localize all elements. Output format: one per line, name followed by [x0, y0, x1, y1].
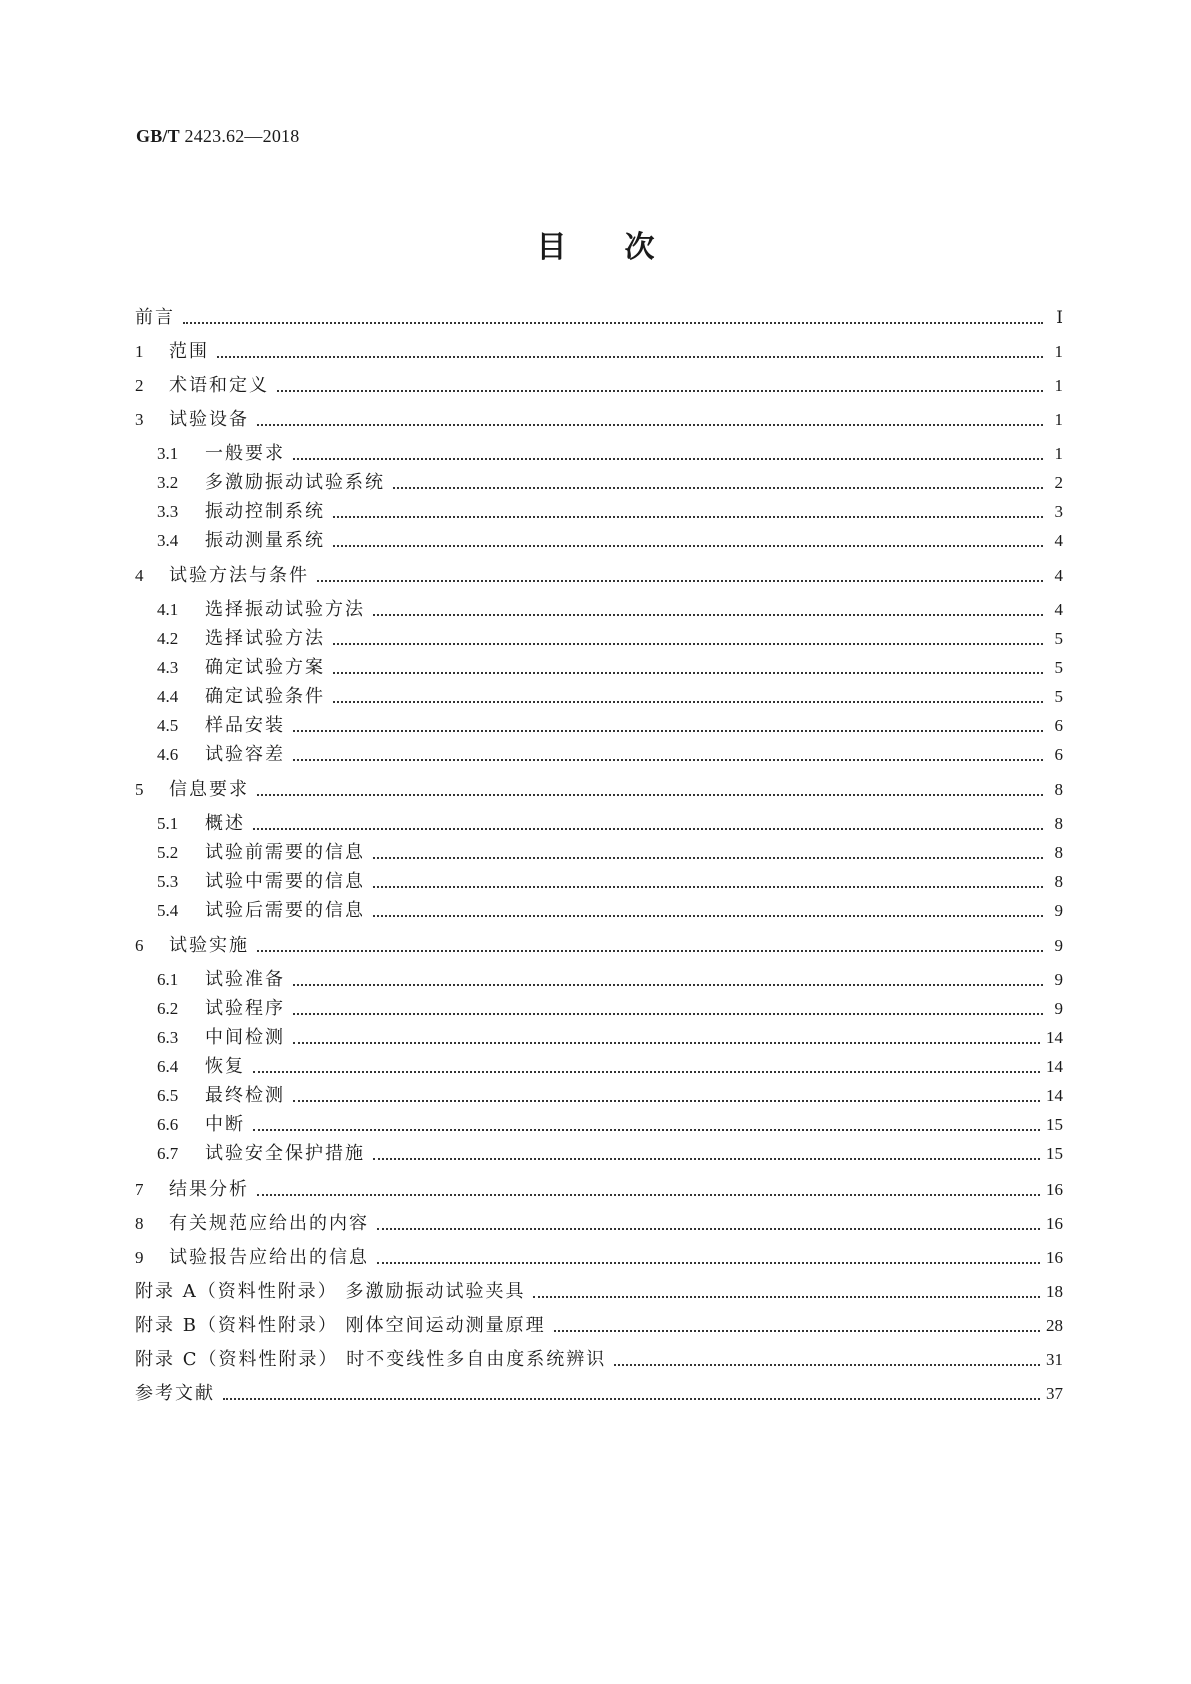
standard-prefix: GB/T — [136, 126, 180, 146]
toc-entry-page: 4 — [1054, 600, 1063, 619]
toc-entry-title: 试验中需要的信息 — [205, 871, 365, 892]
toc-entry-page: 6 — [1054, 745, 1063, 764]
toc-entry[interactable] — [157, 968, 1063, 992]
toc-entry-title: 最终检测 — [205, 1085, 285, 1106]
toc-entry-page: 37 — [1046, 1384, 1063, 1403]
dot-leader — [333, 643, 1043, 645]
toc-entry-number: 4.1 — [157, 600, 179, 619]
toc-entry-title: 确定试验方案 — [205, 657, 325, 678]
toc-entry[interactable] — [135, 934, 1063, 958]
toc-entry-title: 一般要求 — [205, 443, 285, 464]
toc-entry-number: 3.4 — [157, 531, 179, 550]
toc-entry-number: 6.4 — [157, 1057, 179, 1076]
toc-entry[interactable] — [135, 1212, 1063, 1236]
dot-leader — [257, 950, 1043, 952]
toc-entry-number: 4.2 — [157, 629, 179, 648]
toc-entry[interactable] — [157, 627, 1063, 651]
toc-entry-number: 3.2 — [157, 473, 179, 492]
toc-entry-title: 有关规范应给出的内容 — [169, 1213, 369, 1234]
toc-entry-page: 15 — [1046, 1115, 1063, 1134]
toc-entry-title: 附录 C（资料性附录） 时不变线性多自由度系统辨识 — [135, 1349, 607, 1370]
toc-entry-number: 9 — [135, 1248, 144, 1267]
toc-entry-title: 前言 — [135, 307, 175, 328]
toc-entry-title: 试验程序 — [205, 998, 285, 1019]
dot-leader — [373, 1158, 1040, 1160]
toc-entry[interactable] — [157, 471, 1063, 495]
dot-leader — [293, 984, 1043, 986]
toc-entry-page: 9 — [1054, 936, 1063, 955]
dot-leader — [533, 1296, 1040, 1298]
toc-entry-number: 5.3 — [157, 872, 179, 891]
dot-leader — [373, 915, 1043, 917]
toc-entry-title: 中间检测 — [205, 1027, 285, 1048]
dot-leader — [293, 730, 1043, 732]
toc-entry-number: 8 — [135, 1214, 144, 1233]
toc-entry[interactable] — [135, 340, 1063, 364]
toc-entry[interactable] — [157, 500, 1063, 524]
toc-entry-number: 6 — [135, 936, 144, 955]
toc-entry-number: 6.5 — [157, 1086, 179, 1105]
toc-entry-title: 试验设备 — [169, 409, 249, 430]
toc-entry-title: 范围 — [169, 341, 209, 362]
toc-entry-number: 5 — [135, 780, 144, 799]
toc-entry-title: 附录 A（资料性附录） 多激励振动试验夹具 — [135, 1281, 526, 1302]
toc-entry-number: 6.1 — [157, 970, 179, 989]
dot-leader — [217, 356, 1043, 358]
dot-leader — [377, 1228, 1040, 1230]
toc-entry-title: 结果分析 — [169, 1179, 249, 1200]
toc-entry-number: 6.2 — [157, 999, 179, 1018]
toc-entry[interactable] — [157, 1113, 1063, 1137]
toc-entry[interactable] — [135, 1348, 1063, 1372]
dot-leader — [183, 322, 1043, 324]
toc-entry-title: 试验安全保护措施 — [205, 1143, 365, 1164]
toc-entry[interactable] — [135, 306, 1063, 330]
toc-entry-page: 14 — [1046, 1086, 1063, 1105]
toc-entry-page: 3 — [1054, 502, 1063, 521]
toc-entry-title: 样品安装 — [205, 715, 285, 736]
dot-leader — [293, 1042, 1040, 1044]
toc-entry-page: 4 — [1054, 531, 1063, 550]
toc-entry[interactable] — [157, 1084, 1063, 1108]
toc-entry-title: 确定试验条件 — [205, 686, 325, 707]
toc-entry[interactable] — [135, 1246, 1063, 1270]
toc-entry-page: 1 — [1054, 410, 1063, 429]
toc-entry-title: 选择试验方法 — [205, 628, 325, 649]
dot-leader — [333, 701, 1043, 703]
toc-entry[interactable] — [157, 870, 1063, 894]
toc-entry-page: 2 — [1054, 473, 1063, 492]
toc-entry-page: 9 — [1054, 901, 1063, 920]
dot-leader — [257, 794, 1043, 796]
toc-entry-page: 4 — [1054, 566, 1063, 585]
toc-entry-page: 8 — [1054, 872, 1063, 891]
toc-entry-page: 5 — [1054, 687, 1063, 706]
toc-entry[interactable] — [157, 743, 1063, 767]
toc-entry[interactable] — [157, 997, 1063, 1021]
dot-leader — [317, 580, 1043, 582]
toc-entry-number: 5.2 — [157, 843, 179, 862]
toc-entry-title: 振动控制系统 — [205, 501, 325, 522]
toc-entry[interactable] — [157, 812, 1063, 836]
toc-entry-title: 试验报告应给出的信息 — [169, 1247, 369, 1268]
toc-entry[interactable] — [135, 408, 1063, 432]
toc-entry-page: 5 — [1054, 658, 1063, 677]
toc-entry-page: 8 — [1054, 843, 1063, 862]
dot-leader — [373, 886, 1043, 888]
dot-leader — [253, 1071, 1040, 1073]
toc-entry-number: 4.5 — [157, 716, 179, 735]
toc-entry[interactable] — [157, 1055, 1063, 1079]
toc-entry-title: 中断 — [205, 1114, 245, 1135]
toc-entry[interactable] — [157, 714, 1063, 738]
toc-entry-number: 3.1 — [157, 444, 179, 463]
toc-entry-page: 14 — [1046, 1057, 1063, 1076]
toc-entry-page: 18 — [1046, 1282, 1063, 1301]
toc-entry-page: 8 — [1054, 814, 1063, 833]
toc-entry-page: 16 — [1046, 1248, 1063, 1267]
toc-entry-page: 16 — [1046, 1214, 1063, 1233]
toc-entry[interactable] — [135, 1382, 1063, 1406]
dot-leader — [614, 1364, 1040, 1366]
toc-entry-number: 3.3 — [157, 502, 179, 521]
toc-entry-page: 16 — [1046, 1180, 1063, 1199]
toc-entry-page: 15 — [1046, 1144, 1063, 1163]
toc-entry[interactable] — [157, 1026, 1063, 1050]
toc-entry-title: 选择振动试验方法 — [205, 599, 365, 620]
toc-entry-number: 6.7 — [157, 1144, 179, 1163]
toc-entry-title: 概述 — [205, 813, 245, 834]
toc-entry-title: 恢复 — [205, 1056, 245, 1077]
toc-entry-page: 9 — [1054, 999, 1063, 1018]
toc-entry-page: 5 — [1054, 629, 1063, 648]
toc-entry-page: 6 — [1054, 716, 1063, 735]
toc-entry-number: 5.1 — [157, 814, 179, 833]
toc-entry-number: 3 — [135, 410, 144, 429]
dot-leader — [293, 1100, 1040, 1102]
dot-leader — [277, 390, 1043, 392]
toc-entry-title: 试验实施 — [169, 935, 249, 956]
toc-entry-title: 参考文献 — [135, 1383, 215, 1404]
toc-entry-title: 振动测量系统 — [205, 530, 325, 551]
toc-entry[interactable] — [135, 1178, 1063, 1202]
dot-leader — [373, 857, 1043, 859]
toc-entry[interactable] — [157, 529, 1063, 553]
toc-entry-page: 1 — [1054, 342, 1063, 361]
dot-leader — [333, 672, 1043, 674]
dot-leader — [293, 759, 1043, 761]
dot-leader — [253, 828, 1043, 830]
toc-entry-page: 14 — [1046, 1028, 1063, 1047]
toc-entry-title: 试验准备 — [205, 969, 285, 990]
toc-entry-title: 附录 B（资料性附录） 刚体空间运动测量原理 — [135, 1315, 546, 1336]
toc-entry[interactable] — [157, 899, 1063, 923]
dot-leader — [257, 424, 1043, 426]
toc-entry-title: 试验容差 — [205, 744, 285, 765]
toc-entry-title: 信息要求 — [169, 779, 249, 800]
toc-entry-page: 28 — [1046, 1316, 1063, 1335]
dot-leader — [333, 516, 1043, 518]
toc-entry-number: 5.4 — [157, 901, 179, 920]
toc-entry-page: 1 — [1054, 376, 1063, 395]
toc-entry-number: 4.3 — [157, 658, 179, 677]
toc-entry-page: Ⅰ — [1056, 308, 1063, 327]
toc-entry-page: 31 — [1046, 1350, 1063, 1369]
toc-entry-number: 7 — [135, 1180, 144, 1199]
toc-entry-page: 9 — [1054, 970, 1063, 989]
toc-entry[interactable] — [157, 598, 1063, 622]
standard-number: 2423.62—2018 — [184, 126, 300, 146]
toc-entry-title: 试验前需要的信息 — [205, 842, 365, 863]
toc-entry-number: 6.6 — [157, 1115, 179, 1134]
toc-entry-number: 2 — [135, 376, 144, 395]
toc-entry-title: 术语和定义 — [169, 375, 269, 396]
toc-entry-number: 4.4 — [157, 687, 179, 706]
toc-entry[interactable] — [157, 442, 1063, 466]
toc-entry-number: 6.3 — [157, 1028, 179, 1047]
dot-leader — [257, 1194, 1040, 1196]
toc-entry-page: 1 — [1054, 444, 1063, 463]
toc-entry-title: 试验方法与条件 — [169, 565, 309, 586]
dot-leader — [333, 545, 1043, 547]
page-title: 目次 — [536, 230, 713, 265]
toc-entry[interactable] — [157, 685, 1063, 709]
toc-entry[interactable] — [135, 374, 1063, 398]
toc-entry[interactable] — [135, 778, 1063, 802]
toc-entry[interactable] — [135, 564, 1063, 588]
document-code — [136, 126, 299, 147]
dot-leader — [393, 487, 1043, 489]
toc-entry-title: 试验后需要的信息 — [205, 900, 365, 921]
dot-leader — [293, 458, 1043, 460]
toc-entry[interactable] — [135, 1314, 1063, 1338]
toc-entry[interactable] — [157, 841, 1063, 865]
toc-entry[interactable] — [157, 656, 1063, 680]
dot-leader — [554, 1330, 1040, 1332]
toc-entry-number: 4.6 — [157, 745, 179, 764]
dot-leader — [293, 1013, 1043, 1015]
toc-entry[interactable] — [157, 1142, 1063, 1166]
toc-entry[interactable] — [135, 1280, 1063, 1304]
dot-leader — [373, 614, 1043, 616]
dot-leader — [223, 1398, 1040, 1400]
dot-leader — [377, 1262, 1040, 1264]
toc-entry-title: 多激励振动试验系统 — [205, 472, 385, 493]
toc-entry-number: 4 — [135, 566, 144, 585]
dot-leader — [253, 1129, 1040, 1131]
toc-entry-number: 1 — [135, 342, 144, 361]
toc-entry-page: 8 — [1054, 780, 1063, 799]
